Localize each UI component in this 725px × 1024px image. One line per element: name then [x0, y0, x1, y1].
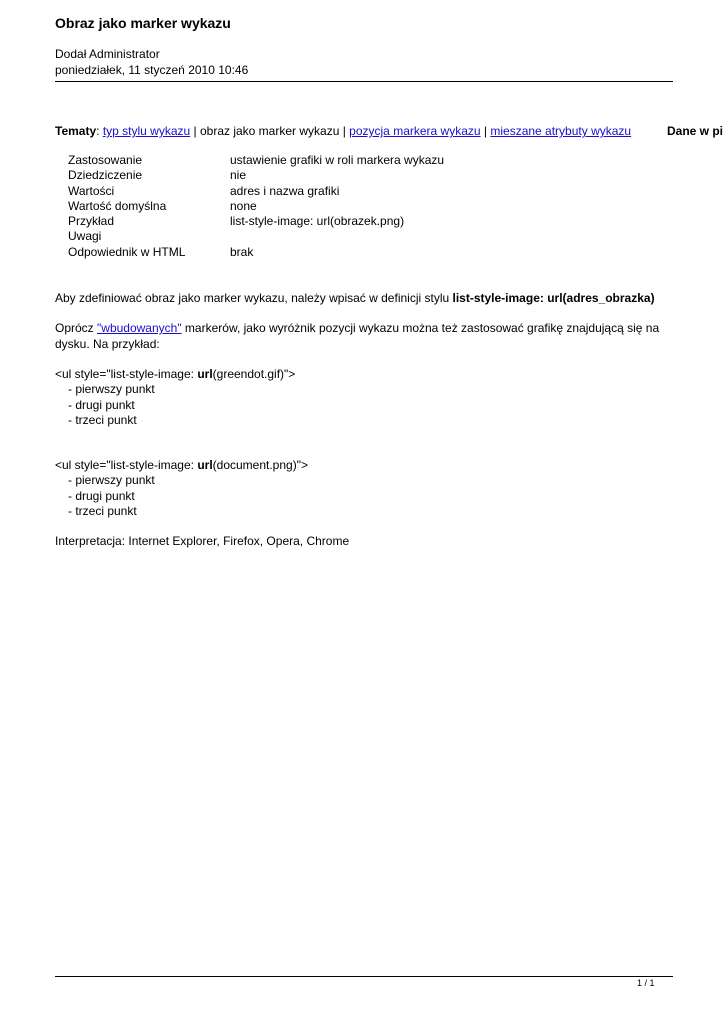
property-row [68, 214, 444, 229]
example-list-item: - drugi punkt [68, 488, 135, 503]
topic-link-list-style-mixed[interactable]: mieszane atrybuty wykazu [490, 124, 632, 138]
footer-divider [55, 976, 673, 977]
property-row [68, 199, 444, 214]
topics-separator: | [339, 124, 350, 138]
example-list-item: - trzeci punkt [68, 412, 137, 427]
browser-support-paragraph: Interpretacja: Internet Explorer, Firefox, Opera, Chrome [55, 534, 350, 548]
property-value: nie [230, 168, 247, 183]
intro-text: Aby zdefiniować obraz jako marker wykazu, należy wpisać w definicji stylu [55, 291, 453, 305]
example-suffix: (greendot.gif)"> [212, 367, 296, 381]
author-line: Dodał Administrator [55, 47, 160, 61]
property-row [68, 184, 444, 199]
property-row [68, 229, 444, 244]
example-list-item: - trzeci punkt [68, 503, 137, 518]
properties-table [68, 153, 444, 260]
property-name: Wartość domyślna [68, 198, 167, 213]
example-list-item: - pierwszy punkt [68, 382, 155, 397]
property-name: Przykład [68, 214, 115, 229]
builtin-paragraph [55, 321, 695, 352]
topics-right-label: Dane w pi [667, 124, 724, 138]
article-meta [55, 46, 248, 78]
intro-paragraph [55, 291, 655, 305]
property-row [68, 245, 444, 260]
property-row [68, 168, 444, 183]
example-suffix: (document.png)"> [212, 458, 308, 472]
property-name: Wartości [68, 183, 115, 198]
topic-link-list-style-type[interactable]: typ stylu wykazu [102, 124, 191, 138]
topic-link-list-style-position[interactable]: pozycja markera wykazu [349, 124, 481, 138]
example-prefix: <ul style="list-style-image: [55, 458, 198, 472]
builtin-text-before: Oprócz [55, 321, 98, 335]
builtin-markers-link[interactable]: "wbudowanych" [97, 321, 182, 335]
property-value: none [230, 198, 257, 213]
property-value: list-style-image: url(obrazek.png) [230, 214, 405, 229]
example-prefix: <ul style="list-style-image: [55, 367, 198, 381]
page-number: 1 / 1 [637, 978, 655, 988]
header-divider [55, 81, 673, 82]
example-keyword: url [197, 458, 213, 472]
builtin-text-after: markerów, jako wyróżnik pozycji wykazu można też zastosować grafikę znajdującą się na dysku. Na przykład: [55, 321, 660, 351]
example-keyword: url [197, 367, 213, 381]
property-name: Dziedziczenie [68, 168, 143, 183]
topic-current: obraz jako marker wykazu [199, 124, 340, 138]
property-name: Uwagi [68, 229, 102, 244]
property-row [68, 153, 444, 168]
article-title: Obraz jako marker wykazu [55, 15, 231, 31]
topics-separator: | [190, 124, 200, 138]
date-line: poniedziałek, 11 styczeń 2010 10:46 [55, 63, 249, 77]
example-list-item: - drugi punkt [68, 397, 135, 412]
topics-label: Tematy [55, 124, 97, 138]
property-name: Zastosowanie [68, 153, 143, 167]
property-value: ustawienie grafiki w roli markera wykazu [230, 153, 445, 167]
topics-nav [55, 123, 724, 139]
intro-code: list-style-image: url(adres_obrazka) [452, 291, 655, 305]
property-value: adres i nazwa grafiki [230, 183, 340, 198]
property-name: Odpowiednik w HTML [68, 244, 186, 259]
example-ul-line [55, 458, 308, 473]
example-code-document [55, 458, 308, 519]
topics-colon: : [96, 124, 103, 138]
topics-separator: | [480, 124, 491, 138]
example-code-greendot [55, 367, 295, 428]
property-value: brak [230, 244, 254, 259]
example-list-item: - pierwszy punkt [68, 473, 155, 488]
example-ul-line [55, 367, 295, 382]
